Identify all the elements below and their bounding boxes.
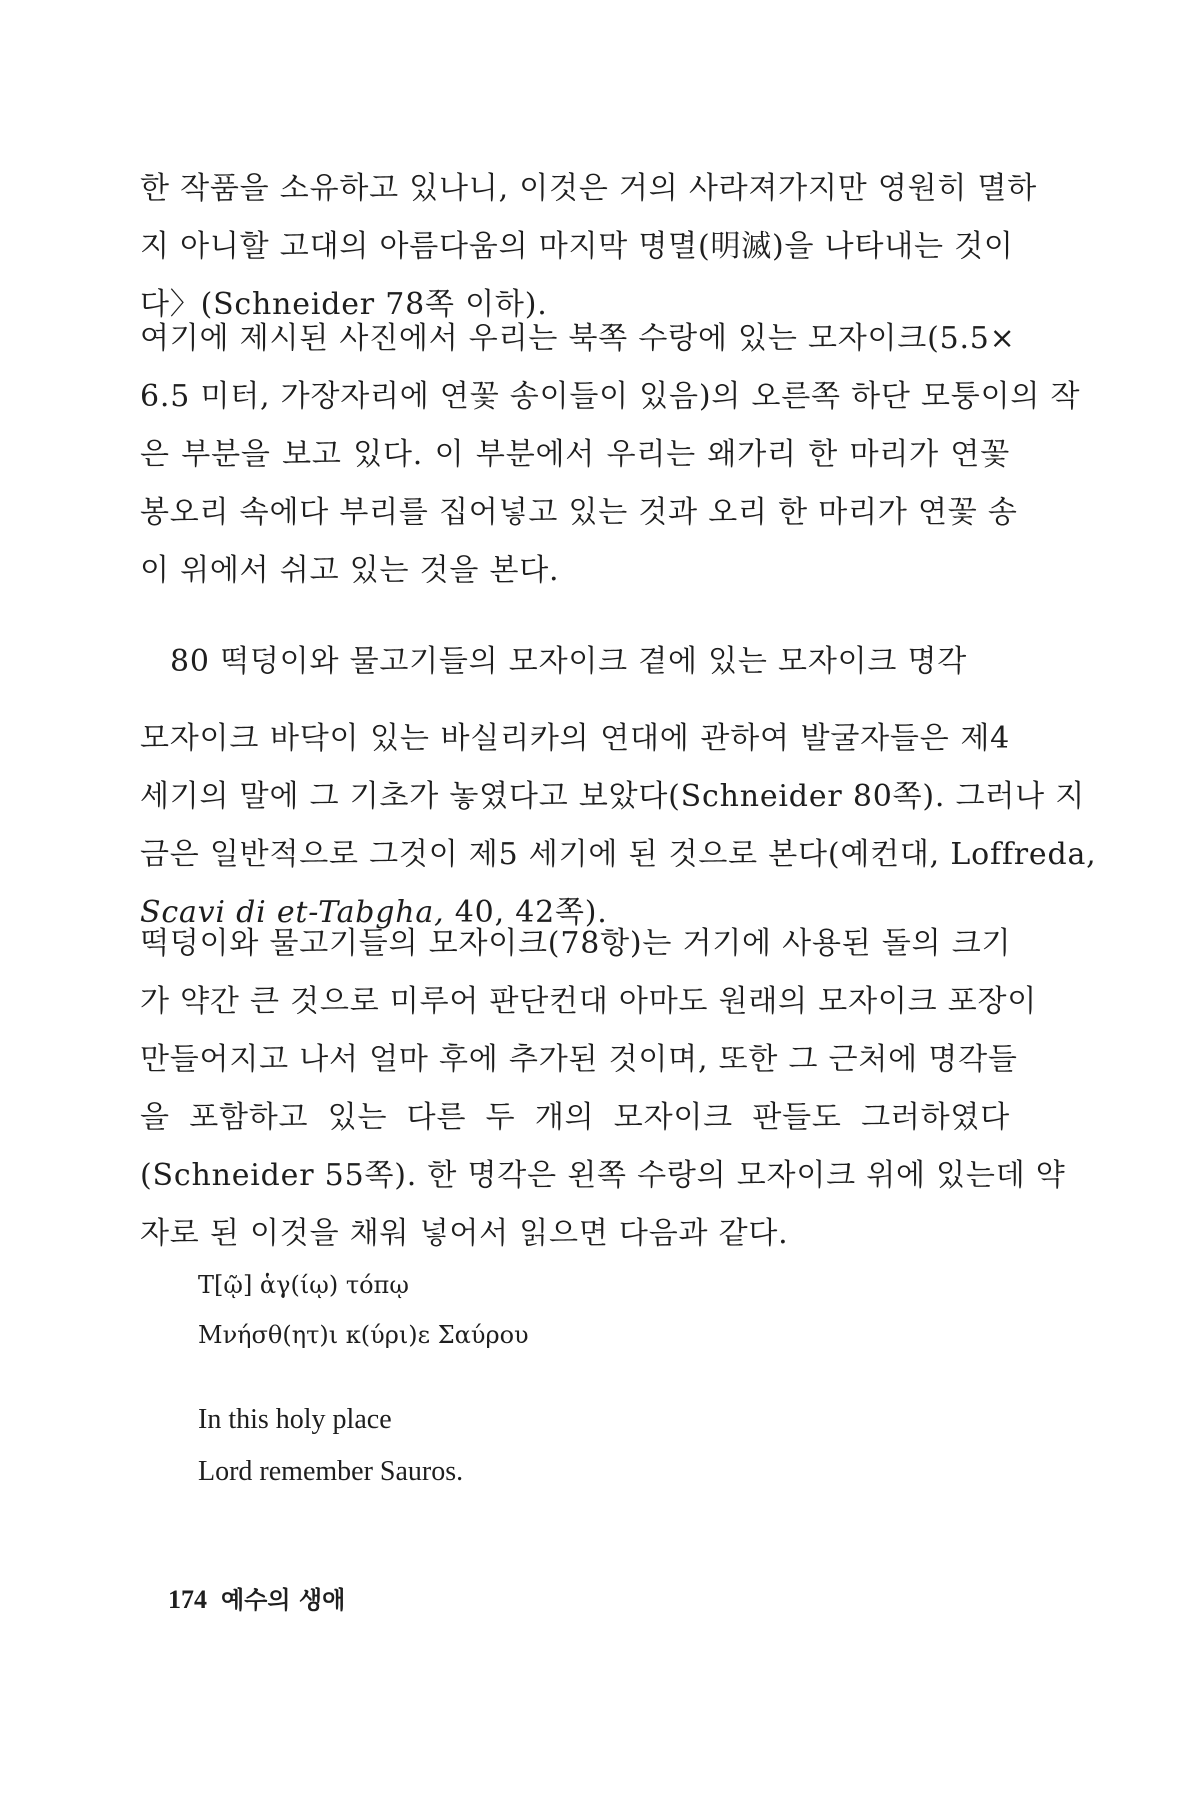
paragraph-mosaic-inscription	[140, 915, 1066, 1263]
greek-inscription-line: Μνήσθ(ητ)ι κ(ύρι)ε Σαύρου	[198, 1321, 529, 1349]
text-line: 만들어지고 나서 얼마 후에 추가된 것이며, 또한 그 근처에 명각들	[140, 1042, 1018, 1077]
text-line: 은 부분을 보고 있다. 이 부분에서 우리는 왜가리 한 마리가 연꽃	[140, 437, 1010, 472]
text-line: 지 아니할 고대의 아름다움의 마지막 명멸(明滅)을 나타내는 것이	[140, 229, 1014, 264]
page-footer	[168, 1580, 345, 1615]
text-line: 금은 일반적으로 그것이 제5 세기에 된 것으로 본다(예컨대, Loffreda,	[140, 837, 1097, 872]
running-title: 예수의 생애	[221, 1585, 346, 1614]
greek-inscription-line: Τ[ῷ] ἁγ(ίῳ) τόπῳ	[198, 1271, 409, 1299]
text-line: 가 약간 큰 것으로 미루어 판단컨대 아마도 원래의 모자이크 포장이	[140, 984, 1038, 1019]
text-line: 다〉(Schneider 78쪽 이하).	[140, 287, 548, 322]
text-line: 떡덩이와 물고기들의 모자이크(78항)는 거기에 사용된 돌의 크기	[140, 926, 1012, 961]
text-line: (Schneider 55쪽). 한 명각은 왼쪽 수랑의 모자이크 위에 있는데 약	[140, 1158, 1066, 1193]
text-line: 이 위에서 쉬고 있는 것을 본다.	[140, 553, 560, 588]
text-line: 을 포함하고 있는 다른 두 개의 모자이크 판들도 그러하였다	[140, 1100, 1010, 1135]
paragraph-basilica-date	[140, 710, 1097, 942]
paragraph-continuation	[140, 160, 1038, 334]
text-line: 봉오리 속에다 부리를 집어넣고 있는 것과 오리 한 마리가 연꽃 송	[140, 495, 1018, 530]
book-title-italic: Scavi di et-Tabgha,	[140, 895, 445, 930]
text-line: 모자이크 바닥이 있는 바실리카의 연대에 관하여 발굴자들은 제4	[140, 721, 1010, 756]
text-line: 6.5 미터, 가장자리에 연꽃 송이들이 있음)의 오른쪽 하단 모퉁이의 작	[140, 379, 1081, 414]
text-line: 한 작품을 소유하고 있나니, 이것은 거의 사라져가지만 영원히 멸하	[140, 171, 1038, 206]
section-heading: 80 떡덩이와 물고기들의 모자이크 곁에 있는 모자이크 명각	[170, 644, 968, 679]
english-translation-line: In this holy place	[198, 1404, 392, 1435]
text-fragment: 40, 42쪽).	[444, 895, 608, 930]
text-line: 여기에 제시된 사진에서 우리는 북쪽 수랑에 있는 모자이크(5.5×	[140, 321, 1016, 356]
text-line: 세기의 말에 그 기초가 놓였다고 보았다(Schneider 80쪽). 그러나 지	[140, 779, 1086, 814]
text-line: 자로 된 이것을 채워 넣어서 읽으면 다음과 같다.	[140, 1216, 789, 1251]
paragraph-photo-description	[140, 310, 1081, 600]
english-translation-line: Lord remember Sauros.	[198, 1456, 464, 1487]
page-number: 174	[168, 1585, 207, 1614]
